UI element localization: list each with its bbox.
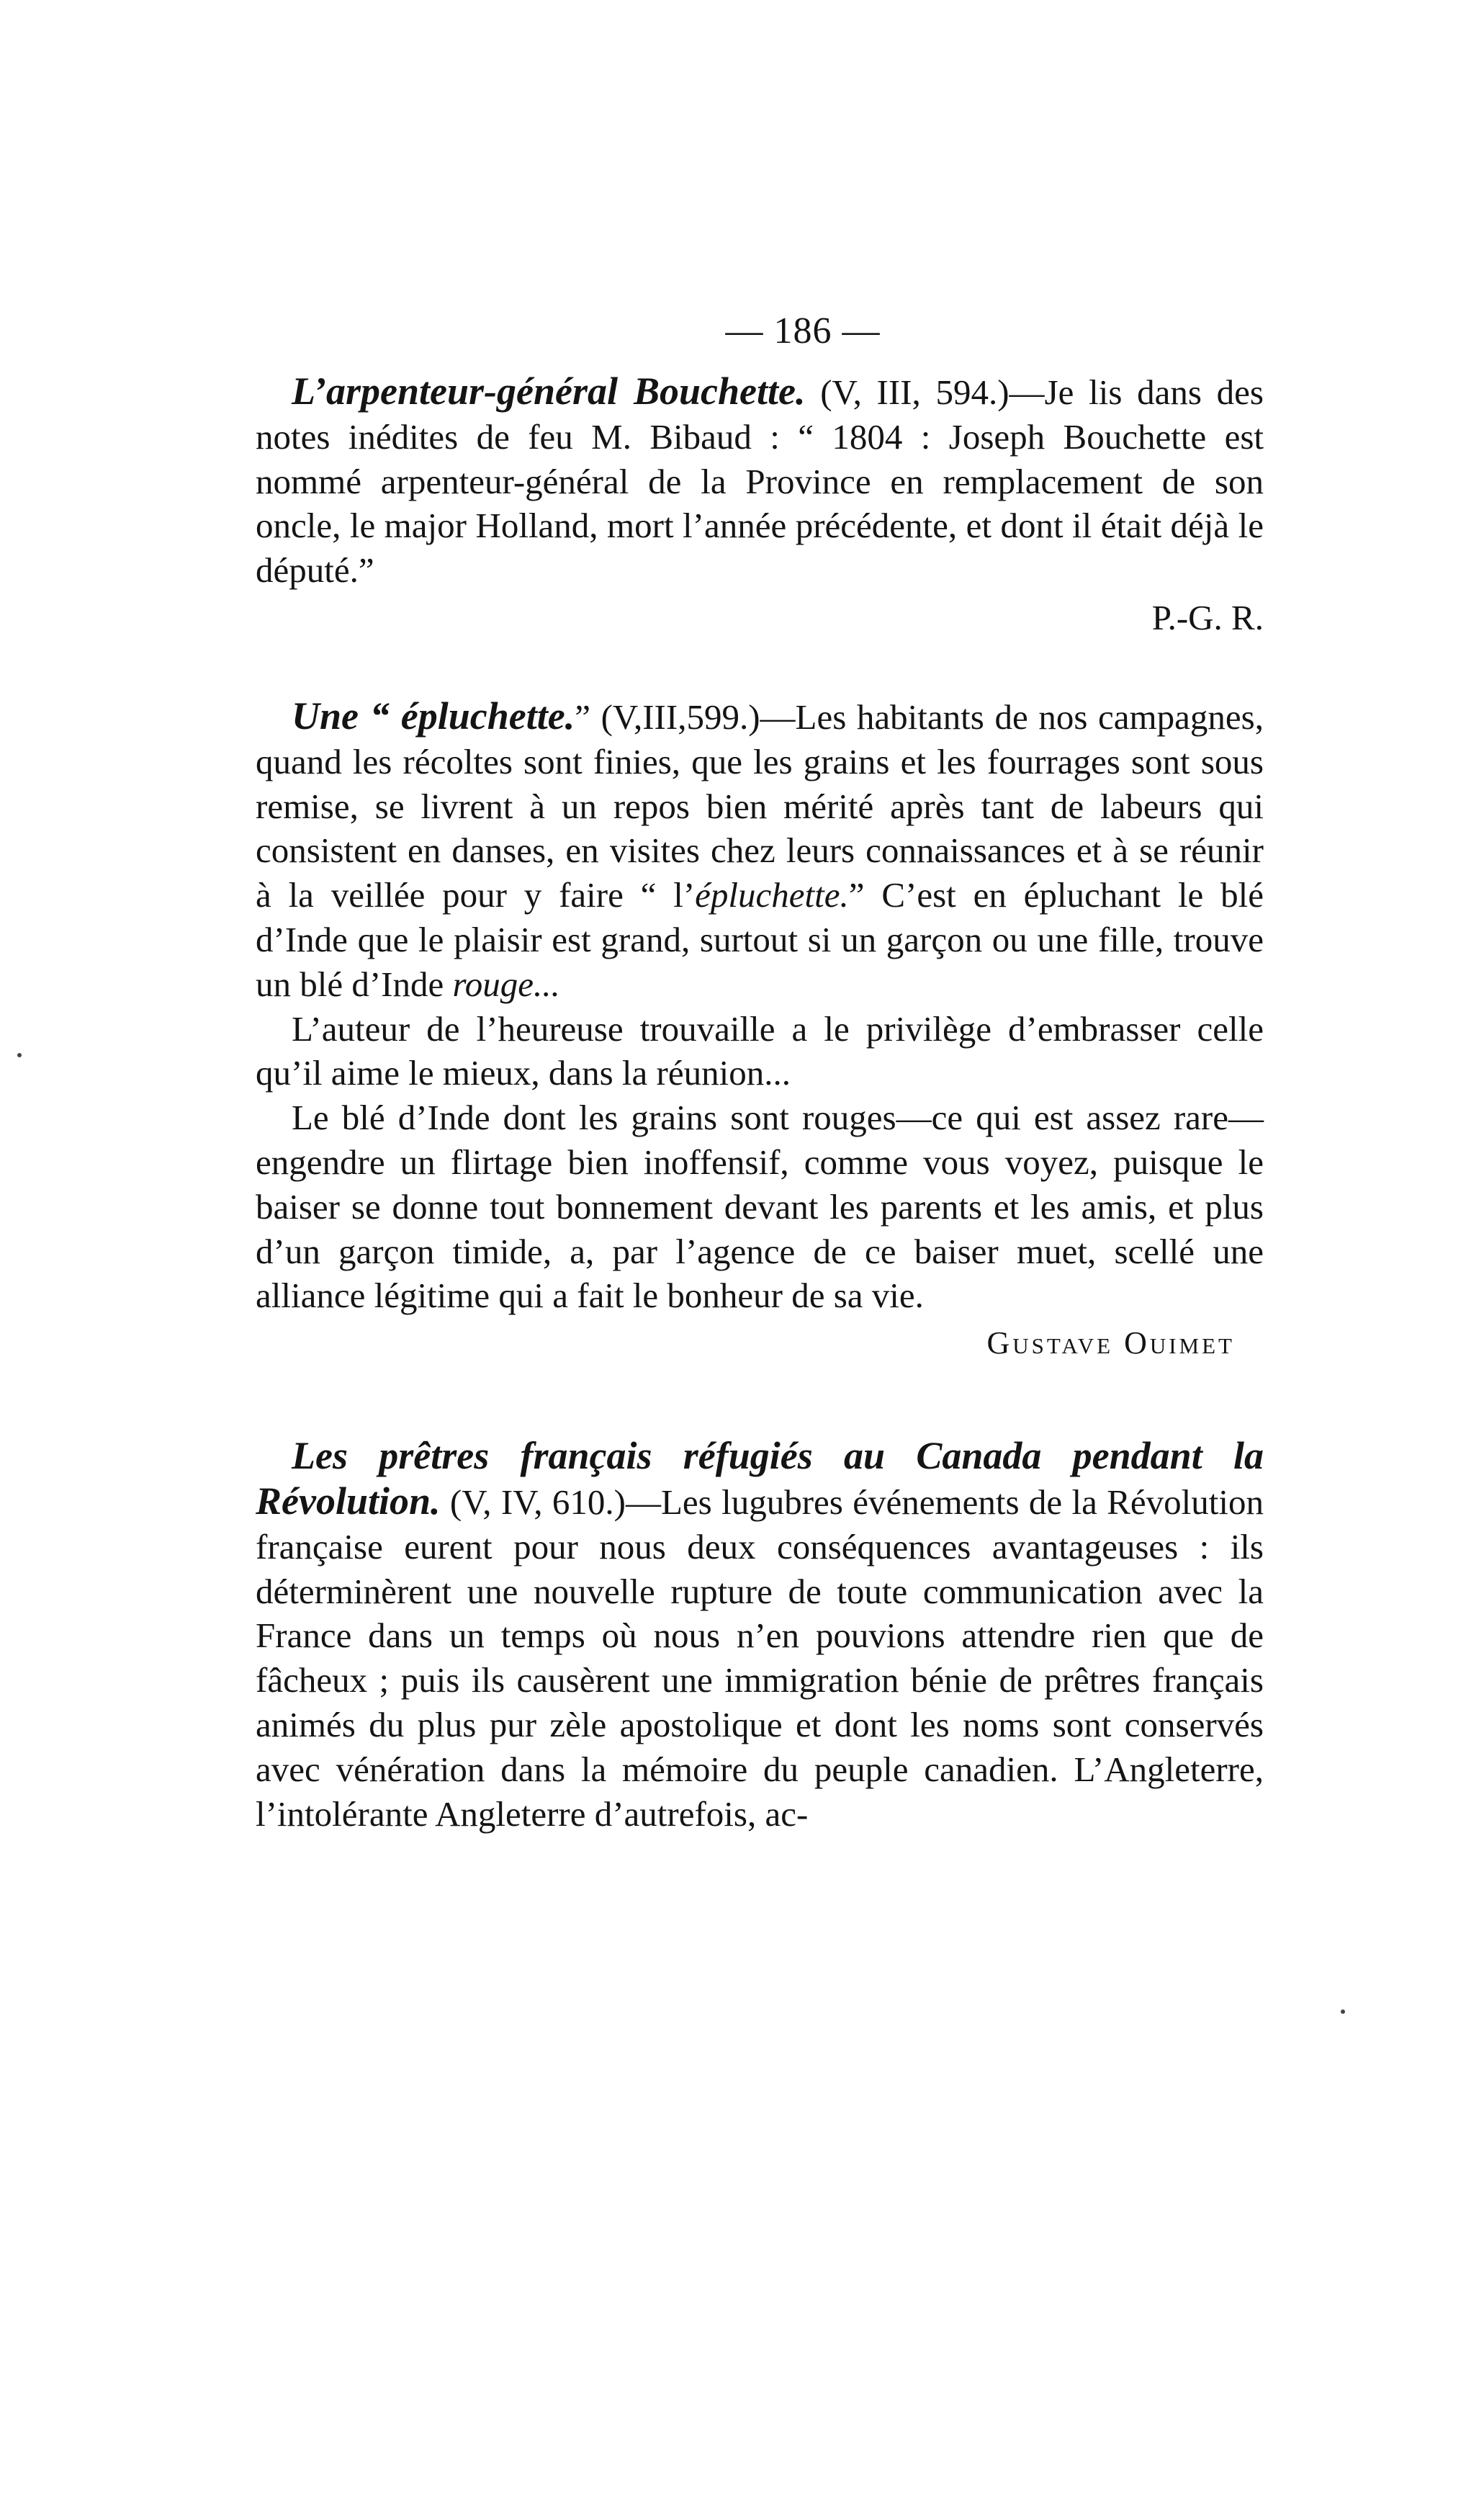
entry-pretres-refugies xyxy=(256,1434,1264,1836)
entry-body: Les lugubres événements de la Révolution française eurent pour nous deux conséquences avantageuses : ils déterminèrent une nouvelle rupture de toute communication avec la France dans un temps où nous n’en pouvions attendre rien que de fâcheux ; puis ils causèrent une immigration bénie de prêtres français animés du plus pur zèle apostolique et dont les noms sont conservés avec vénération dans la mémoire du peuple canadien. L’Angleterre, l’intolérante Angleterre d’autrefois, ac- xyxy=(256,1482,1264,1834)
entry-reference: (V,III,599.)— xyxy=(590,696,796,737)
entry-signature: P.-G. R. xyxy=(1151,597,1264,637)
entry-paragraph-3: Le blé d’Inde dont les grains sont rouges—ce qui est assez rare—engendre un flirtage bien inoffensif, comme vous voyez, puisque le baiser se donne tout bonnement devant les parents et les amis, et plus d’un garçon timide, a, par l’agence de ce baiser muet, scellé une alliance légitime qui a fait le bonheur de sa vie. xyxy=(256,1098,1264,1316)
entry-reference: (V, IV, 610.)— xyxy=(440,1482,661,1522)
entry-title: L’arpenteur-général Bouchette. xyxy=(292,369,806,413)
entry-reference: (V, III, 594.)— xyxy=(805,372,1045,412)
scan-speck xyxy=(17,1053,22,1057)
page-number: — 186 — xyxy=(725,310,881,351)
document-page xyxy=(256,310,1264,1836)
entry-bouchette xyxy=(256,369,1264,640)
entry-body: Je lis dans des notes inédites de feu M. Bibaud : “ 1804 : Joseph Bouchette est nommé arpenteur-général de la Province en remplacement de son oncle, le major Holland, mort l’année précédente, et dont il était déjà le député.” xyxy=(256,372,1264,591)
entry-signature: Gustave Ouimet xyxy=(986,1325,1235,1361)
entry-italic-word: épluchette. xyxy=(695,875,849,915)
entry-body: Les habitants de nos campagnes, quand les récoltes sont finies, que les grains et les fourrages sont sous remise, se livrent à un repos bien mérité après tant de labeurs qui consistent en danses, en visites chez leurs connaissances et à se réunir à la veillée pour y faire “ l’ xyxy=(256,696,1264,915)
entry-paragraph xyxy=(256,369,1264,593)
scan-speck xyxy=(1341,2009,1345,2014)
entry-epluchette xyxy=(256,694,1264,1366)
entry-paragraph xyxy=(256,694,1264,1007)
entry-title: Une “ épluchette. xyxy=(292,694,575,738)
entry-title-close: ” xyxy=(575,696,590,737)
entry-body-continued: ” C’est en épluchant le blé d’Inde que le plaisir est grand, surtout si un garçon ou une fille, trouve un blé d’Inde xyxy=(256,875,1264,1004)
entry-italic-end: rouge... xyxy=(452,964,560,1004)
entry-paragraph xyxy=(256,1434,1264,1836)
entry-title: Les prêtres français réfugiés au Canada pendant la Révolution. xyxy=(256,1434,1264,1523)
entry-paragraph-2: L’auteur de l’heureuse trouvaille a le privilège d’embrasser celle qu’il aime le mieux, dans la réunion... xyxy=(256,1008,1264,1093)
